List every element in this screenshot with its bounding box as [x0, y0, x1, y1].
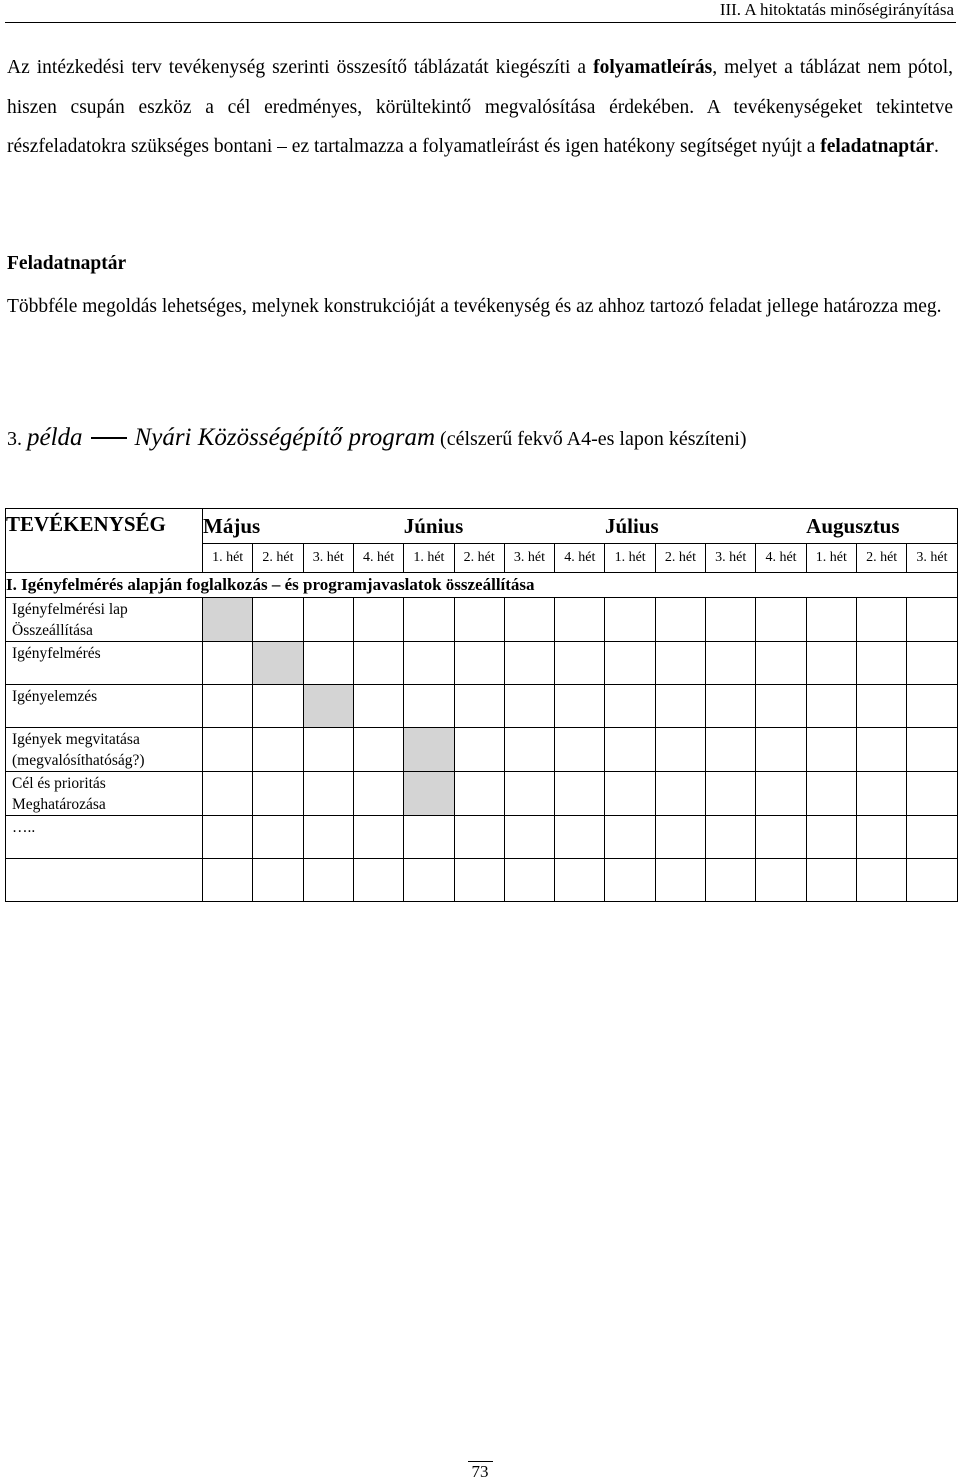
week-cell: [555, 816, 605, 859]
week-cell: [555, 642, 605, 685]
week-cell: [856, 859, 906, 902]
week-cell: [454, 685, 504, 728]
week-cell: [454, 598, 504, 642]
week-cell: [404, 598, 454, 642]
week-header: 2. hét: [655, 544, 705, 573]
week-cell: [303, 642, 353, 685]
week-cell: [907, 685, 957, 728]
week-cell: [856, 642, 906, 685]
week-cell: [303, 598, 353, 642]
scheduled-week-cell: [203, 598, 253, 642]
week-cell: [655, 642, 705, 685]
week-cell: [504, 816, 554, 859]
week-cell: [605, 728, 655, 772]
week-cell: [907, 816, 957, 859]
week-cell: [706, 642, 756, 685]
month-header: Augusztus: [806, 509, 957, 544]
week-header: 4. hét: [555, 544, 605, 573]
task-label: Igények megvitatása (megvalósíthatóság?): [6, 728, 203, 772]
week-cell: [454, 772, 504, 816]
week-cell: [555, 728, 605, 772]
week-cell: [203, 685, 253, 728]
week-header: 1. hét: [203, 544, 253, 573]
week-cell: [655, 728, 705, 772]
scheduled-week-cell: [303, 685, 353, 728]
week-cell: [756, 859, 806, 902]
week-cell: [756, 816, 806, 859]
table-row: [6, 642, 958, 685]
week-cell: [907, 859, 957, 902]
week-cell: [806, 728, 856, 772]
week-cell: [253, 598, 303, 642]
scheduled-week-cell: [404, 728, 454, 772]
week-cell: [203, 816, 253, 859]
intro-paragraph: Az intézkedési terv tevékenység szerinti összesítő táblázatát kiegészíti a folyamatleírás, melyet a táblázat nem pótol, hiszen csupán eszköz a cél eredményes, körültekintő megvalósítása érdekében. A tevékenységeket tekintetve részfeladatokra szükséges bontani – ez tartalmazza a folyamatleírást és igen hatékony segítséget nyújt a feladatnaptár.: [7, 57, 953, 157]
week-cell: [907, 772, 957, 816]
week-header: 3. hét: [907, 544, 957, 573]
section-heading: Feladatnaptár: [7, 253, 127, 274]
week-cell: [404, 859, 454, 902]
week-cell: [303, 772, 353, 816]
week-cell: [504, 772, 554, 816]
week-cell: [555, 772, 605, 816]
week-header: 3. hét: [706, 544, 756, 573]
month-header: Július: [605, 509, 806, 544]
week-cell: [353, 859, 403, 902]
week-cell: [605, 816, 655, 859]
week-cell: [454, 642, 504, 685]
page-number: 73: [0, 1462, 960, 1482]
week-header: 1. hét: [404, 544, 454, 573]
week-cell: [353, 816, 403, 859]
week-cell: [655, 859, 705, 902]
week-cell: [907, 642, 957, 685]
week-cell: [706, 859, 756, 902]
table-row: [6, 859, 958, 902]
week-header: 1. hét: [605, 544, 655, 573]
week-cell: [806, 772, 856, 816]
week-cell: [203, 642, 253, 685]
week-cell: [756, 598, 806, 642]
week-cell: [706, 598, 756, 642]
week-cell: [655, 685, 705, 728]
week-cell: [756, 642, 806, 685]
week-cell: [353, 642, 403, 685]
week-header: 1. hét: [806, 544, 856, 573]
month-header: Május: [203, 509, 404, 544]
week-cell: [555, 859, 605, 902]
week-cell: [454, 816, 504, 859]
week-cell: [504, 728, 554, 772]
week-header: 4. hét: [756, 544, 806, 573]
table-row: [6, 816, 958, 859]
activity-header: TEVÉKENYSÉG: [6, 509, 203, 573]
week-cell: [353, 598, 403, 642]
week-cell: [655, 772, 705, 816]
week-cell: [856, 598, 906, 642]
week-cell: [907, 598, 957, 642]
week-cell: [353, 772, 403, 816]
week-cell: [856, 816, 906, 859]
week-cell: [555, 598, 605, 642]
table-row: [6, 728, 958, 772]
week-header: 2. hét: [454, 544, 504, 573]
week-cell: [605, 772, 655, 816]
week-cell: [303, 816, 353, 859]
table-row: [6, 772, 958, 816]
week-cell: [655, 816, 705, 859]
task-label: Cél és prioritás Meghatározása: [6, 772, 203, 816]
week-cell: [706, 816, 756, 859]
header-rule: [5, 22, 956, 23]
dash: [91, 437, 127, 439]
week-cell: [203, 772, 253, 816]
table-header-row: [6, 509, 958, 544]
week-cell: [806, 685, 856, 728]
week-cell: [504, 685, 554, 728]
bold-feladatnaptar: feladatnaptár: [820, 136, 934, 157]
week-header: 2. hét: [253, 544, 303, 573]
week-cell: [253, 816, 303, 859]
week-cell: [706, 728, 756, 772]
week-cell: [555, 685, 605, 728]
week-cell: [404, 642, 454, 685]
week-cell: [856, 772, 906, 816]
week-cell: [253, 859, 303, 902]
task-label: …..: [6, 816, 203, 859]
week-cell: [756, 728, 806, 772]
week-cell: [907, 728, 957, 772]
week-header: 3. hét: [303, 544, 353, 573]
week-cell: [353, 685, 403, 728]
example-title: 3. példa Nyári Közösségépítő program (célszerű fekvő A4-es lapon készíteni): [7, 424, 747, 451]
week-cell: [253, 772, 303, 816]
task-label: Igényfelmérési lap Összeállítása: [6, 598, 203, 642]
task-label: Igényfelmérés: [6, 642, 203, 685]
scheduled-week-cell: [253, 642, 303, 685]
week-cell: [605, 859, 655, 902]
week-cell: [303, 728, 353, 772]
week-cell: [253, 728, 303, 772]
running-header: III. A hitoktatás minőségirányítása: [719, 0, 954, 19]
week-cell: [806, 598, 856, 642]
week-header: 3. hét: [504, 544, 554, 573]
task-label: Igényelemzés: [6, 685, 203, 728]
week-cell: [806, 816, 856, 859]
week-cell: [706, 772, 756, 816]
week-cell: [756, 685, 806, 728]
task-calendar-table: [5, 508, 958, 902]
body-paragraph: Többféle megoldás lehetséges, melynek konstrukcióját a tevékenység és az ahhoz tartozó feladat jellege határozza meg.: [7, 296, 942, 317]
week-cell: [504, 642, 554, 685]
week-header: 2. hét: [856, 544, 906, 573]
week-cell: [605, 598, 655, 642]
week-cell: [404, 816, 454, 859]
scheduled-week-cell: [404, 772, 454, 816]
week-cell: [806, 642, 856, 685]
week-cell: [856, 685, 906, 728]
week-cell: [504, 859, 554, 902]
week-cell: [605, 642, 655, 685]
week-cell: [504, 598, 554, 642]
bold-folyamatleiras: folyamatleírás: [593, 57, 713, 78]
week-cell: [856, 728, 906, 772]
week-cell: [404, 685, 454, 728]
week-cell: [706, 685, 756, 728]
week-cell: [253, 685, 303, 728]
week-cell: [353, 728, 403, 772]
table-row: [6, 598, 958, 642]
week-header: 4. hét: [353, 544, 403, 573]
table-row: [6, 685, 958, 728]
week-cell: [806, 859, 856, 902]
week-cell: [454, 859, 504, 902]
week-cell: [454, 728, 504, 772]
week-cell: [756, 772, 806, 816]
section-title: I. Igényfelmérés alapján foglalkozás – és programjavaslatok összeállítása: [6, 573, 958, 598]
week-cell: [203, 728, 253, 772]
week-cell: [303, 859, 353, 902]
month-header: Június: [404, 509, 605, 544]
week-cell: [655, 598, 705, 642]
week-cell: [605, 685, 655, 728]
week-cell: [203, 859, 253, 902]
task-label: [6, 859, 203, 902]
